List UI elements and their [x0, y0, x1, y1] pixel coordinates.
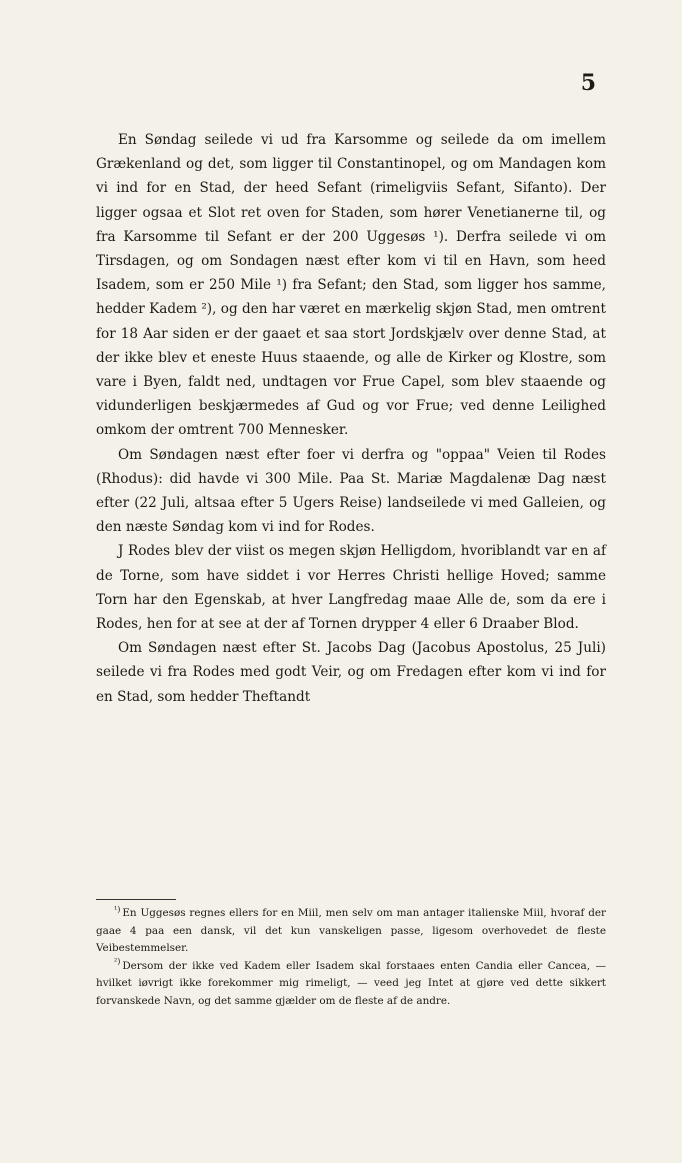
footnote-mark: ¹) [114, 904, 121, 914]
paragraph: J Rodes blev der viist os megen skjøn Helligdom, hvoriblandt var en af de Torne, som have siddet i vor Herres Christi hellige Hoved; samme Torn har den Egenskab, at hver Langfredag maae Alle de, som da ere i Rodes, hen for at see at der af Tornen drypper 4 eller 6 Draaber Blod. [96, 543, 606, 633]
paragraph: Om Søndagen næst efter foer vi derfra og "oppaa" Veien til Rodes (Rhodus): did havde vi 300 Mile. Paa St. Mariæ Magdalenæ Dag næst efter (22 Juli, altsaa efter 5 Ugers Reise) landseilede vi med Galleien, og den næste Søndag kom vi ind for Rodes. [96, 446, 606, 536]
footnotes [96, 905, 606, 1011]
footnote [96, 905, 606, 958]
footnote-text: En Uggesøs regnes ellers for en Miil, men selv om man antager italienske Miil, hvoraf der gaae 4 paa een dansk, vil det kun vanskeligen passe, ligesom overhovedet de fleste Veibestemmelser. [96, 907, 606, 955]
footnote-text: Dersom der ikke ved Kadem eller Isadem skal forstaaes enten Candia eller Cancea, — hvilket iøvrigt ikke forekommer mig rimeligt, — veed jeg Intet at gjøre ved dette sikkert forvanskede Navn, og det samme gjælder om de fleste af de andre. [96, 959, 606, 1007]
paragraph: En Søndag seilede vi ud fra Karsomme og seilede da om imellem Grækenland og det, som ligger til Constantinopel, og om Mandagen kom vi ind for en Stad, der heed Sefant (rimeligviis Sefant, Sifanto). Der ligger ogsaa et Slot ret oven for Staden, som hører Venetianerne til, og fra Karsomme til Sefant er der 200 Uggesøs ¹). Derfra seilede vi om Tirsdagen, og om Sondagen næst efter kom vi til en Havn, som heed Isadem, som er 250 Mile ¹) fra Sefant; den Stad, som ligger hos samme, hedder Kadem ²), og den har været en mærkelig skjøn Stad, men omtrent for 18 Aar siden er der gaaet et saa stort Jordskjælv over denne Stad, at der ikke blev et eneste Huus staaende, og alle de Kirker og Klostre, som vare i Byen, faldt ned, undtagen vor Frue Capel, som blev staaende og vidunderligen beskjærmedes af Gud og vor Frue; ved denne Leilighed omkom der omtrent 700 Mennesker. [96, 132, 606, 439]
body-text [96, 128, 606, 709]
page-number: 5 [580, 70, 596, 96]
paragraph: Om Søndagen næst efter St. Jacobs Dag (Jacobus Apostolus, 25 Juli) seilede vi fra Rodes med godt Veir, og om Fredagen efter kom vi ind for en Stad, som hedder Theftandt [96, 640, 606, 705]
footnote-divider [96, 899, 176, 900]
footnote-mark: ²) [114, 957, 121, 967]
footnote [96, 958, 606, 1011]
